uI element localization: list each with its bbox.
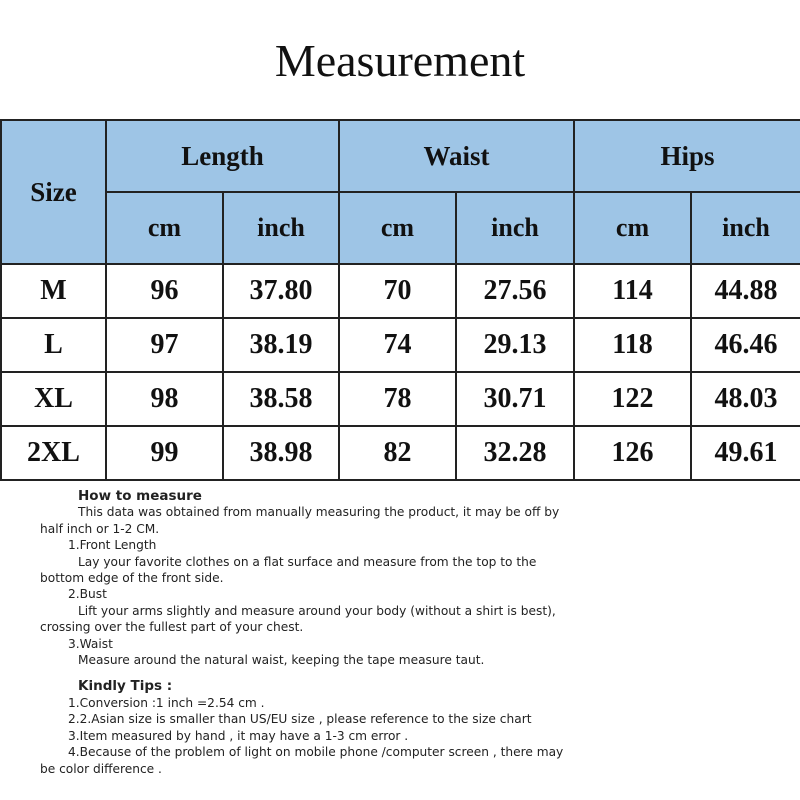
tip-line: 3.Item measured by hand , it may have a 1-3 cm error . — [68, 728, 409, 743]
table-cell: 49.61 — [691, 426, 800, 480]
table-cell: 96 — [106, 264, 223, 318]
table-row — [1, 318, 800, 372]
unit-header: cm — [339, 192, 456, 264]
unit-header: cm — [106, 192, 223, 264]
table-row — [1, 426, 800, 480]
table-cell: 82 — [339, 426, 456, 480]
tip-line: be color difference . — [40, 761, 162, 776]
unit-header: inch — [456, 192, 574, 264]
page-title: Measurement — [274, 34, 526, 86]
table-cell: 29.13 — [456, 318, 574, 372]
table-cell: 74 — [339, 318, 456, 372]
length-header: Length — [106, 120, 339, 192]
table-header-row — [1, 120, 800, 192]
table-cell: 27.56 — [456, 264, 574, 318]
tip-line: 1.Conversion :1 inch =2.54 cm . — [68, 695, 265, 710]
table-cell: 98 — [106, 372, 223, 426]
size-cell: XL — [1, 372, 106, 426]
tip-line: 4.Because of the problem of light on mobile phone /computer screen , there may — [68, 745, 564, 760]
table-cell: 38.19 — [223, 318, 339, 372]
how-to-measure-heading: How to measure — [78, 488, 202, 504]
table-cell: 30.71 — [456, 372, 574, 426]
kindly-tips-heading: Kindly Tips : — [78, 678, 173, 695]
table-cell: 38.98 — [223, 426, 339, 480]
measurement-notes — [40, 488, 760, 777]
note-line: Lay your favorite clothes on a flat surface and measure from the top to the — [78, 554, 537, 569]
unit-header: inch — [223, 192, 339, 264]
table-cell: 32.28 — [456, 426, 574, 480]
table-row — [1, 264, 800, 318]
tip-line: 2.2.Asian size is smaller than US/EU size , please reference to the size chart — [68, 712, 532, 727]
table-cell: 38.58 — [223, 372, 339, 426]
unit-header: inch — [691, 192, 800, 264]
note-line: This data was obtained from manually measuring the product, it may be off by — [78, 505, 560, 520]
section-title: 1.Front Length — [68, 538, 157, 553]
table-cell: 48.03 — [691, 372, 800, 426]
note-line: bottom edge of the front side. — [40, 571, 224, 586]
table-cell: 118 — [574, 318, 691, 372]
section-title: 2.Bust — [68, 587, 107, 602]
table-cell: 114 — [574, 264, 691, 318]
section-title: 3.Waist — [68, 636, 113, 651]
note-line: Measure around the natural waist, keeping the tape measure taut. — [78, 653, 485, 668]
table-cell: 44.88 — [691, 264, 800, 318]
size-chart-table — [0, 119, 800, 481]
note-line: half inch or 1-2 CM. — [40, 521, 160, 536]
table-cell: 46.46 — [691, 318, 800, 372]
table-cell: 99 — [106, 426, 223, 480]
size-cell: M — [1, 264, 106, 318]
note-line: Lift your arms slightly and measure around your body (without a shirt is best), — [78, 603, 556, 618]
table-unit-row — [1, 192, 800, 264]
table-cell: 122 — [574, 372, 691, 426]
table-row — [1, 372, 800, 426]
size-cell: L — [1, 318, 106, 372]
table-cell: 70 — [339, 264, 456, 318]
table-cell: 78 — [339, 372, 456, 426]
waist-header: Waist — [339, 120, 574, 192]
hips-header: Hips — [574, 120, 800, 192]
note-line: crossing over the fullest part of your chest. — [40, 620, 304, 635]
unit-header: cm — [574, 192, 691, 264]
size-header: Size — [1, 120, 106, 264]
table-cell: 126 — [574, 426, 691, 480]
table-cell: 97 — [106, 318, 223, 372]
size-cell: 2XL — [1, 426, 106, 480]
table-cell: 37.80 — [223, 264, 339, 318]
